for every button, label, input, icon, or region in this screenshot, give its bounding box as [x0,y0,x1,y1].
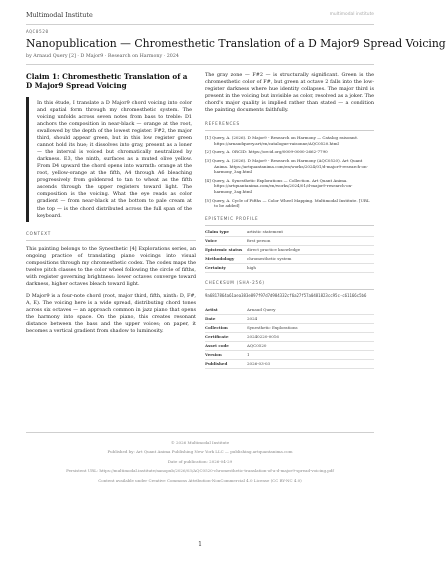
table-row [205,315,374,324]
table-row [205,228,374,236]
row-value: chromesthetic system [247,254,374,263]
checksum-rule [205,289,374,290]
row-key: Asset code [205,342,247,351]
table-row [205,263,374,272]
row-value: AQC0520 [247,342,374,351]
reference-item: [3] Query, A. (2026). D Major9 - Research on Harmony (AQC0520). Art Quant Anima. https://artquantanima.com/en/works/2024/01/d-major9-research-on-harmony_3ag.html [205,158,368,175]
institution-name: Multimodal Institute [26,11,93,19]
row-value: high [247,263,374,272]
reference-item: [1] Query, A. (2026). D Major9 - Research on Harmony — Catalog raisonné. https://arnaudquery.art/en/catalogue-raisonne/AQC0520.html [205,135,359,146]
page-number: 1 [198,541,202,548]
row-key: Certainty [205,263,247,272]
epistemic-table [205,228,374,273]
row-value: 20240220-0016 [247,333,374,342]
row-key: Artist [205,306,247,314]
row-value: 2024 [247,315,374,324]
row-value: Synesthetic Explorations [247,324,374,333]
context-paragraph-1: This painting belongs to the Synesthetic [4] Explorations series, an ongoing practice of translating piano voicings into visual compositions through my chromesthetic codex. The codex maps the twelve pitch classes to the color wheel following the circle of fifths, with register governing brightness: lower octaves converge toward darkness, higher octaves bleach toward light. [26,245,196,287]
row-key: Date [205,315,247,324]
byline: by Arnaud Query [2] · D Major9 · Research on Harmony · 2024 [26,54,179,59]
title-rule [26,64,374,65]
table-row [205,254,374,263]
epistemic-rule [205,225,374,226]
checksum-value: 9a6817864a61aea383e897f97d7d984332cf6a27f57a0481823cc95c-c61166c5b6 [205,292,367,298]
context-heading: CONTEXT [26,230,52,236]
right-column [205,72,374,369]
page-footer [0,438,400,485]
institution-name-right: multimodal institute [329,12,374,17]
row-value: first person [247,236,374,245]
footer-publisher: Published by: Art Quant Anima Publishing New York LLC — publishing.artquantanima.com [107,449,293,455]
row-value: Arnaud Query [247,306,374,314]
table-row [205,306,374,314]
claim-abstract: In this étude, I translate a D Major9 chord voicing into color and spatial form through my chromesthetic system. The voicing unfolds across seven notes from bass to treble: D1 anchors the composition in near-black — orange at the root, swallowed by the depth of the lowest register. F#2, the major third, should appear green, but in this low register green cannot hold its hue; it dissolves into gray, present as a loner — the interval is voiced but chromatically neutralized by darkness. E3, the ninth, surfaces as a muted olive yellow. From D4 upward the chord opens into warmth: orange at the root, yellow-orange at the fifth, A4 through A6 bleaching progressively from goldenrod to tan to wheat as the fifth ascends through the upper registers toward light. The composition is the voicing. What the eye reads as color gradient — from near-black at the bottom to pale cream at the top — is the chord distributed across the full span of the keyboard. [26,97,196,222]
table-row [205,351,374,360]
table-row [205,236,374,245]
document-id: AQC0520 [26,30,49,35]
footer-date: Date of publication: 2026-04-29 [167,458,233,464]
left-column [26,72,196,340]
table-row [205,342,374,351]
footer-copyright: © 2026 Multimodal Institute [170,440,230,445]
row-key: Collection [205,324,247,333]
context-paragraph-2: D Major9 is a four-note chord (root, major third, fifth, ninth: D, F#, A, E). The voicing here is a wide spread, distributing chord tones across six octaves — an approach common in jazz piano that opens the harmony into space. On the piano, this creates resonant distance between the bass and the upper voices; on paper, it becomes a vertical gradient from shadow to luminosity. [26,292,196,335]
reference-item: [2] Query, A. ORCID: https://orcid.org/0009-0000-2662-7790 [205,149,328,155]
right-paragraph: The gray zone — F#2 — is structurally significant. Green is the chromesthetic color of F#, but green at octave 2 falls into the low-register darkness where hue identity collapses. The major third is present in the voicing but invisible as color, resolved as a joker. The chord's major quality is implied rather than stated — a condition the painting documents faithfully. [205,72,374,114]
row-key: Voice [205,236,247,245]
table-row [205,324,374,333]
references-rule [205,130,374,131]
reference-list [205,135,374,209]
row-value: 2026-03-03 [247,360,374,369]
checksum-heading: CHECKSUM (SHA-256) [205,279,265,285]
footer-rule [26,432,374,433]
page-title: Nanopublication — Chromesthetic Translation of a D Major9 Spread Voicing [26,37,446,50]
row-key: Published [205,360,247,369]
row-value: artistic statement [247,228,374,236]
page-header [26,11,374,23]
context-rule [26,240,196,241]
metadata-table [205,306,374,369]
row-key: Epistemic status [205,245,247,254]
table-row [205,360,374,369]
header-rule [26,24,374,25]
table-row [205,245,374,254]
claim-title: Claim 1: Chromesthetic Translation of a D Major9 Spread Voicing [26,72,188,91]
footer-license: Content available under Creative Commons Attribution-NonCommercial 4.0 License (CC BY-NC 4.0) [98,477,302,483]
row-key: Claim type [205,228,247,236]
table-row [205,333,374,342]
reference-item: [4] Query, A. Synesthetic Explorations — Collection. Art Quant Anima. https://artquantanima.com/en/works/2024/01/d-major9-research-on-harmony_3ag.html [205,177,353,195]
references-heading: REFERENCES [205,121,240,127]
row-value: 1 [247,351,374,360]
row-value: direct practice knowledge [247,245,374,254]
row-key: Version [205,351,247,360]
row-key: Certificate [205,333,247,342]
epistemic-heading: EPISTEMIC PROFILE [205,215,259,221]
footer-persistent-url: Persistent URL: https://multimodal.institute/nanopub/2026/03/AQC0520-chromesthetic-translation-of-a-d-major9-spread-voicing.pdf [66,468,334,474]
reference-item: [5] Query, A. Cycle of Fifths — Color Wheel Mapping. Multimodal Institute. [URL to be added] [205,197,370,209]
row-key: Methodology [205,254,247,263]
